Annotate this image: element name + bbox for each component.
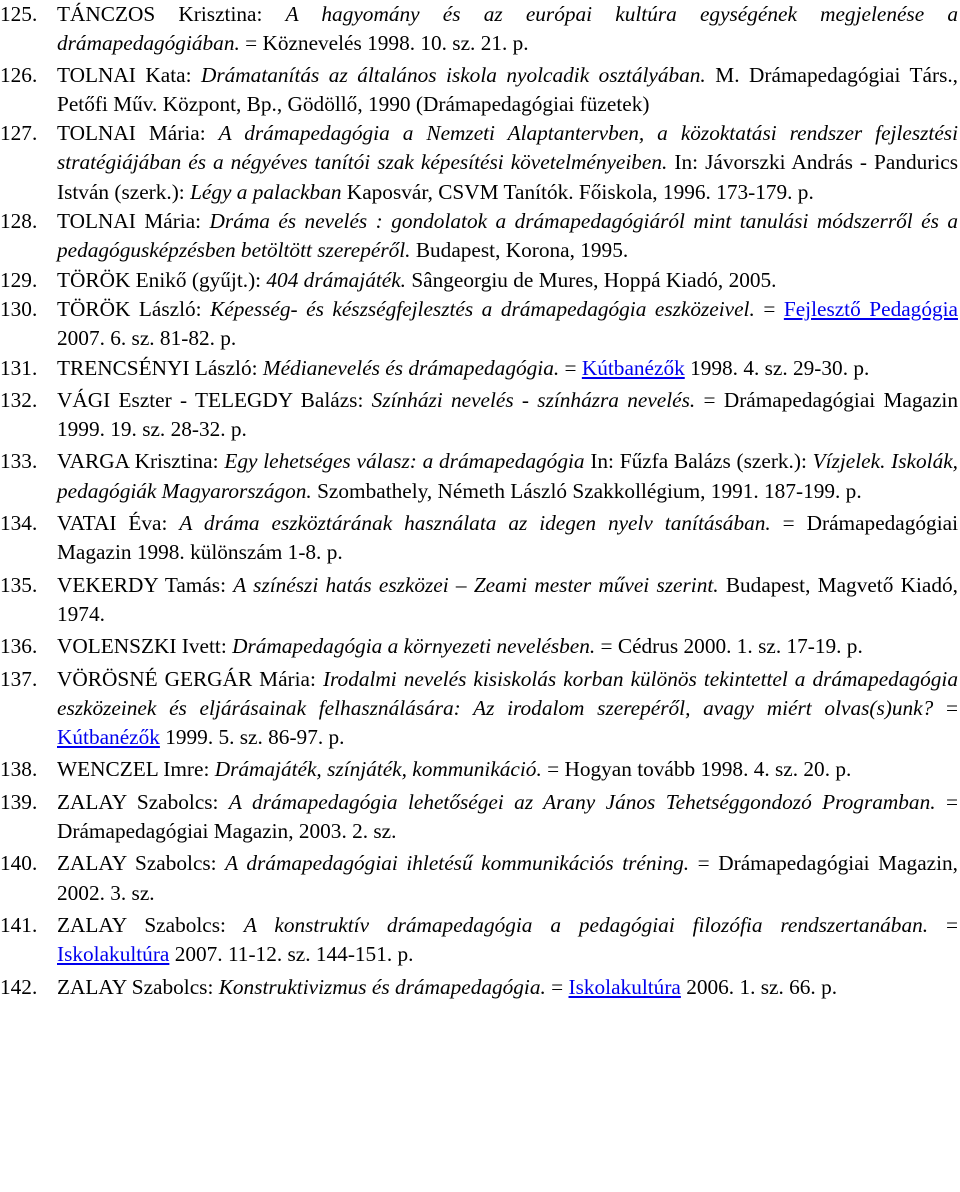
bibliography-entry bbox=[0, 509, 960, 568]
bibliography-entry bbox=[0, 266, 960, 295]
entry-number: 126. bbox=[0, 62, 38, 87]
entry-number: 139. bbox=[0, 789, 38, 814]
journal-link[interactable]: Iskolakultúra bbox=[57, 942, 170, 967]
entry-number: 125. bbox=[0, 2, 38, 26]
bibliography-entry bbox=[0, 849, 960, 908]
citation-text: 2006. 1. sz. 66. p. bbox=[680, 974, 838, 999]
work-title: Színházi nevelés - színházra nevelés. bbox=[371, 387, 696, 412]
entry-number: 137. bbox=[0, 666, 38, 691]
citation-text: TÖRÖK László: bbox=[57, 296, 211, 321]
work-title: A színészi hatás eszközei – Zeami mester művei szerint. bbox=[233, 572, 719, 597]
citation-text: TRENCSÉNYI László: bbox=[57, 355, 263, 380]
citation-text: Szombathely, Németh László Szakkollégium, 1991. 187-199. p. bbox=[311, 478, 862, 503]
bibliography-entry bbox=[0, 447, 960, 506]
bibliography-entry bbox=[0, 665, 960, 753]
work-title: A konstruktív drámapedagógia a pedagógiai filozófia rendszertanában. bbox=[243, 912, 929, 937]
entry-number: 129. bbox=[0, 267, 38, 292]
citation-text: TOLNAI Mária: bbox=[57, 209, 210, 234]
bibliography-entry bbox=[0, 788, 960, 847]
bibliography-entry bbox=[0, 295, 960, 354]
citation-text: ZALAY Szabolcs: bbox=[57, 974, 219, 999]
citation-text: VEKERDY Tamás: bbox=[57, 572, 234, 597]
work-title: Drámapedagógia a környezeti nevelésben. bbox=[232, 634, 596, 659]
journal-link[interactable]: Fejlesztő Pedagógia bbox=[783, 296, 958, 321]
bibliography-entry bbox=[0, 632, 960, 661]
entry-number: 131. bbox=[0, 355, 38, 380]
citation-text: = bbox=[933, 695, 958, 720]
citation-text: Budapest, Magvető Kiadó, 1974. bbox=[57, 572, 958, 626]
bibliography-entry bbox=[0, 354, 960, 383]
citation-text: VÖRÖSNÉ GERGÁR Mária: bbox=[57, 666, 323, 691]
work-title: A drámapedagógiai ihletésű kommunikációs tréning. bbox=[225, 851, 690, 876]
citation-text: = Cédrus 2000. 1. sz. 17-19. p. bbox=[595, 634, 863, 659]
citation-text: VATAI Éva: bbox=[57, 511, 180, 536]
entry-number: 138. bbox=[0, 757, 38, 782]
work-title: A drámapedagógia a Nemzeti Alaptantervben, a közoktatási rendszer fejlesztési stratégiájában és a négyéves tanítói szak képesítési követelményeiben. bbox=[57, 121, 958, 175]
citation-text: 2007. 6. sz. 81-82. p. bbox=[57, 326, 237, 351]
bibliography-entry bbox=[0, 0, 960, 59]
citation-text: 2007. 11-12. sz. 144-151. p. bbox=[169, 942, 414, 967]
citation-text: ZALAY Szabolcs: bbox=[57, 851, 226, 876]
bibliography-entry bbox=[0, 755, 960, 784]
citation-text: = bbox=[754, 296, 784, 321]
entry-number: 140. bbox=[0, 851, 38, 876]
work-title: A dráma eszköztárának használata az idegen nyelv tanításában. bbox=[179, 511, 771, 536]
work-title: Drámajáték, színjáték, kommunikáció. bbox=[214, 757, 542, 782]
citation-text: VOLENSZKI Ivett: bbox=[57, 634, 233, 659]
citation-text: In: Jávorszki András - Pandurics István (szerk.): bbox=[57, 150, 958, 204]
citation-text: = Drámapedagógiai Magazin, 2002. 3. sz. bbox=[57, 851, 958, 905]
entry-number: 134. bbox=[0, 511, 38, 536]
citation-text: VARGA Krisztina: bbox=[57, 449, 225, 474]
work-title: A hagyomány és az európai kultúra egységének megjelenése a drámapedagógiában. bbox=[57, 2, 959, 56]
bibliography-entry bbox=[0, 386, 960, 445]
citation-text: = Köznevelés 1998. 10. sz. 21. p. bbox=[239, 31, 529, 56]
bibliography-entry bbox=[0, 207, 960, 266]
work-title: Képesség- és készségfejlesztés a drámapedagógia eszközeivel. bbox=[210, 296, 755, 321]
entry-number: 132. bbox=[0, 387, 38, 412]
work-title: Egy lehetséges válasz: a drámapedagógia bbox=[224, 449, 585, 474]
citation-text: = Hogyan tovább 1998. 4. sz. 20. p. bbox=[541, 757, 852, 782]
entry-number: 130. bbox=[0, 296, 38, 321]
citation-text: Kaposvár, CSVM Tanítók. Főiskola, 1996. 173-179. p. bbox=[341, 179, 814, 204]
bibliography-entry bbox=[0, 119, 960, 207]
citation-text: TÖRÖK Enikő (gyűjt.): bbox=[57, 267, 267, 292]
journal-link[interactable]: Kútbanézők bbox=[581, 355, 685, 380]
work-title: Médianevelés és drámapedagógia. bbox=[262, 355, 560, 380]
entry-number: 142. bbox=[0, 974, 38, 999]
bibliography-entry bbox=[0, 911, 960, 970]
citation-text: Sângeorgiu de Mures, Hoppá Kiadó, 2005. bbox=[406, 267, 777, 292]
work-title: Vízjelek. Iskolák, pedagógiák Magyarországon. bbox=[57, 449, 958, 503]
work-title: A drámapedagógia lehetőségei az Arany János Tehetséggondozó Programban. bbox=[228, 789, 936, 814]
entry-number: 133. bbox=[0, 449, 38, 474]
citation-text: = Drámapedagógiai Magazin, 2003. 2. sz. bbox=[57, 789, 958, 844]
citation-text: M. Drámapedagógiai Társ., Petőfi Műv. Központ, Bp., Gödöllő, 1990 (Drámapedagógiai füzetek) bbox=[57, 62, 959, 116]
bibliography-entry bbox=[0, 571, 960, 630]
citation-text: In: Fűzfa Balázs (szerk.): bbox=[584, 449, 813, 474]
bibliography-entry bbox=[0, 973, 960, 1002]
citation-text: 1999. 5. sz. 86-97. p. bbox=[159, 725, 345, 750]
citation-text: VÁGI Eszter - TELEGDY Balázs: bbox=[57, 387, 372, 412]
citation-text: ZALAY Szabolcs: bbox=[57, 912, 244, 937]
citation-text: = bbox=[545, 974, 569, 999]
entry-number: 141. bbox=[0, 912, 38, 937]
citation-text: TÁNCZOS Krisztina: bbox=[57, 2, 286, 26]
citation-text: Budapest, Korona, 1995. bbox=[410, 238, 629, 263]
citation-text: TOLNAI Mária: bbox=[57, 121, 219, 146]
citation-text: WENCZEL Imre: bbox=[57, 757, 215, 782]
citation-text: = Drámapedagógiai Magazin 1999. 19. sz. 28-32. p. bbox=[57, 387, 958, 442]
work-title: 404 drámajáték. bbox=[266, 267, 407, 292]
citation-text: ZALAY Szabolcs: bbox=[57, 789, 229, 814]
citation-text: = Drámapedagógiai Magazin 1998. különszám 1-8. p. bbox=[57, 511, 958, 565]
journal-link[interactable]: Iskolakultúra bbox=[568, 974, 681, 999]
citation-text: TOLNAI Kata: bbox=[57, 62, 201, 87]
journal-link[interactable]: Kútbanézők bbox=[57, 725, 160, 750]
entry-number: 128. bbox=[0, 209, 38, 234]
bibliography-entry bbox=[0, 61, 960, 120]
citation-text: 1998. 4. sz. 29-30. p. bbox=[684, 355, 870, 380]
entry-number: 136. bbox=[0, 634, 38, 659]
work-title: Irodalmi nevelés kisiskolás korban különös tekintettel a drámapedagógia eszközeinek és eljárásainak felhasználására: Az irodalom szerepéről, avagy miért olvas(s)unk? bbox=[57, 666, 958, 720]
entry-number: 127. bbox=[0, 121, 38, 146]
citation-text: = bbox=[559, 355, 582, 380]
work-title: Dráma és nevelés : gondolatok a drámapedagógiáról mint tanulási módszerről és a pedagógusképzésben betöltött szerepéről. bbox=[57, 209, 958, 263]
work-title: Légy a palackban bbox=[190, 179, 342, 204]
work-title: Drámatanítás az általános iskola nyolcadik osztályában. bbox=[200, 62, 706, 87]
work-title: Konstruktivizmus és drámapedagógia. bbox=[218, 974, 546, 999]
entry-number: 135. bbox=[0, 572, 38, 597]
citation-text: = bbox=[928, 912, 958, 937]
